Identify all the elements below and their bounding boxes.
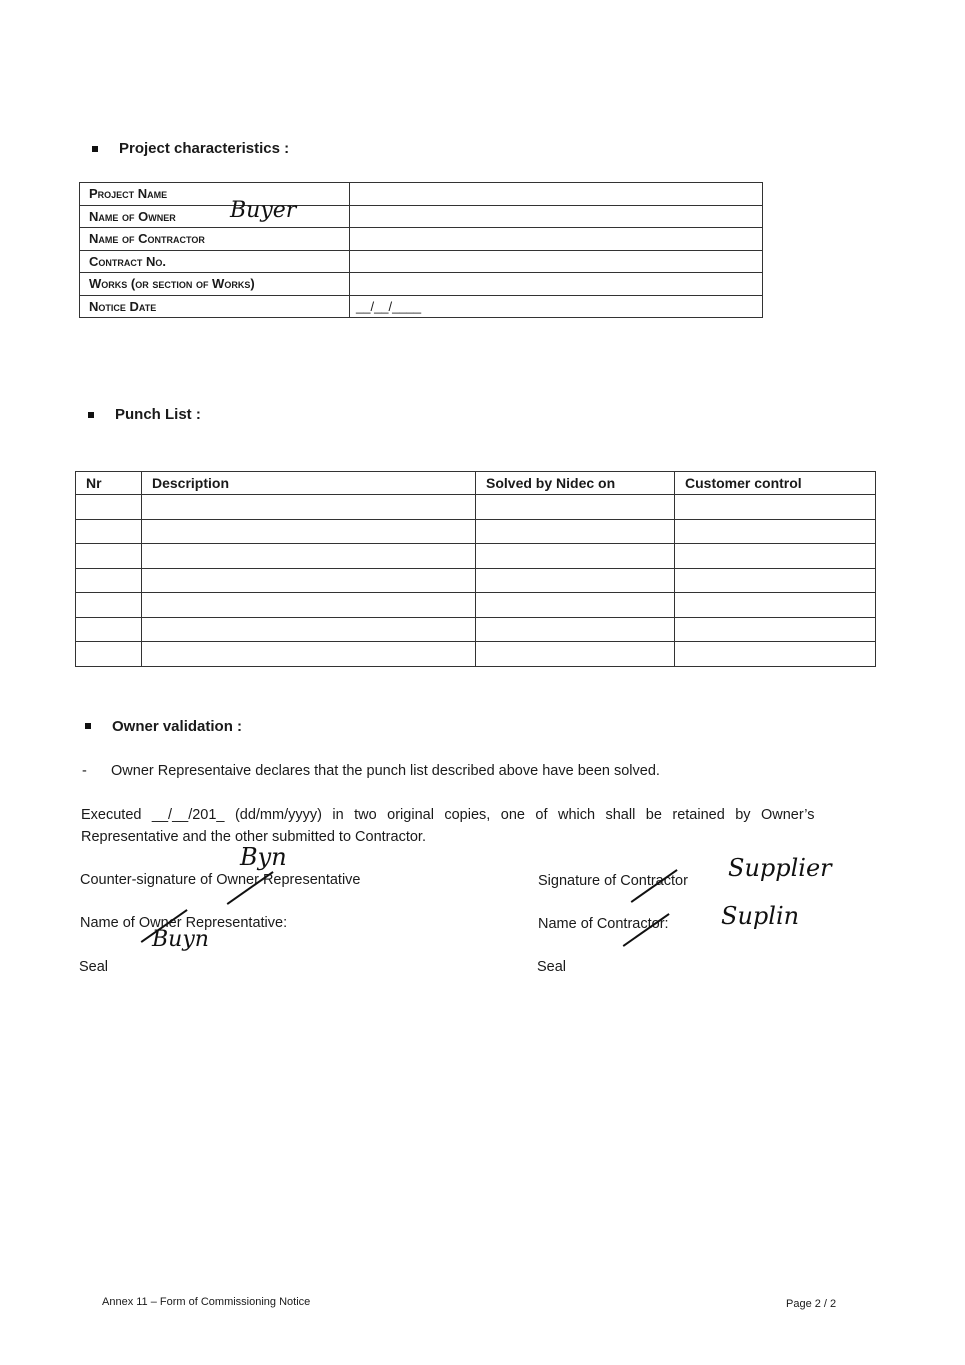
executed-line-2: Representative and the other submitted to Contractor. [81, 829, 426, 845]
row-value [350, 250, 763, 273]
counter-signature-label: Counter-signature of Owner Representative [80, 872, 361, 888]
column-header: Description [142, 472, 476, 495]
executed-line-1: Executed __/__/201_ (dd/mm/yyyy) in two original copies, one of which shall be retained by Owner’s [81, 807, 815, 823]
contractor-name-handwritten: Suplin [721, 902, 800, 930]
owner-counter-signature: Byn [240, 843, 287, 871]
row-value [350, 228, 763, 251]
punch-list-table [75, 471, 876, 667]
table-header-row [76, 472, 876, 495]
seal-label-left: Seal [79, 959, 109, 975]
punch-list-heading: Punch List : [115, 406, 201, 423]
owner-name-handwritten: Buyn [152, 927, 209, 952]
row-label: Notice Date [80, 295, 350, 318]
table-row [80, 295, 763, 318]
footer-page-number: Page 2 / 2 [786, 1298, 837, 1310]
table-row [80, 228, 763, 251]
row-label: Project Name [80, 183, 350, 206]
column-header: Solved by Nidec on [476, 472, 675, 495]
table-row [76, 495, 876, 520]
notice-date-value: __/__/____ [350, 295, 763, 318]
bullet-icon [85, 723, 91, 729]
table-row [76, 617, 876, 642]
table-row [76, 568, 876, 593]
row-label: Name of Contractor [80, 228, 350, 251]
row-value [350, 273, 763, 296]
project-characteristics-heading: Project characteristics : [119, 140, 290, 157]
table-row [76, 519, 876, 544]
table-row [76, 544, 876, 569]
seal-label-right: Seal [537, 959, 567, 975]
table-row [76, 593, 876, 618]
row-value [350, 205, 763, 228]
table-row [80, 273, 763, 296]
table-row [76, 642, 876, 667]
owner-handwritten-name: Buyer [230, 198, 297, 223]
contractor-signature-label: Signature of Contractor [538, 873, 688, 889]
row-label: Name of Owner [80, 205, 350, 228]
owner-validation-heading: Owner validation : [112, 718, 243, 735]
project-characteristics-table [79, 182, 763, 318]
contractor-name-label: Name of Contractor: [538, 916, 669, 932]
table-row [80, 183, 763, 206]
column-header: Nr [76, 472, 142, 495]
footer-annex-title: Annex 11 – Form of Commissioning Notice [102, 1296, 311, 1308]
column-header: Customer control [675, 472, 876, 495]
contractor-signature: Supplier [728, 854, 832, 882]
table-row [80, 250, 763, 273]
bullet-icon [92, 146, 98, 152]
table-row [80, 205, 763, 228]
row-value [350, 183, 763, 206]
dash-marker: - [82, 763, 87, 779]
owner-name-label: Name of Owner Representative: [80, 915, 288, 931]
owner-declaration: Owner Representaive declares that the punch list described above have been solved. [111, 763, 660, 779]
row-label: Works (or section of Works) [80, 273, 350, 296]
bullet-icon [88, 412, 94, 418]
row-label: Contract No. [80, 250, 350, 273]
